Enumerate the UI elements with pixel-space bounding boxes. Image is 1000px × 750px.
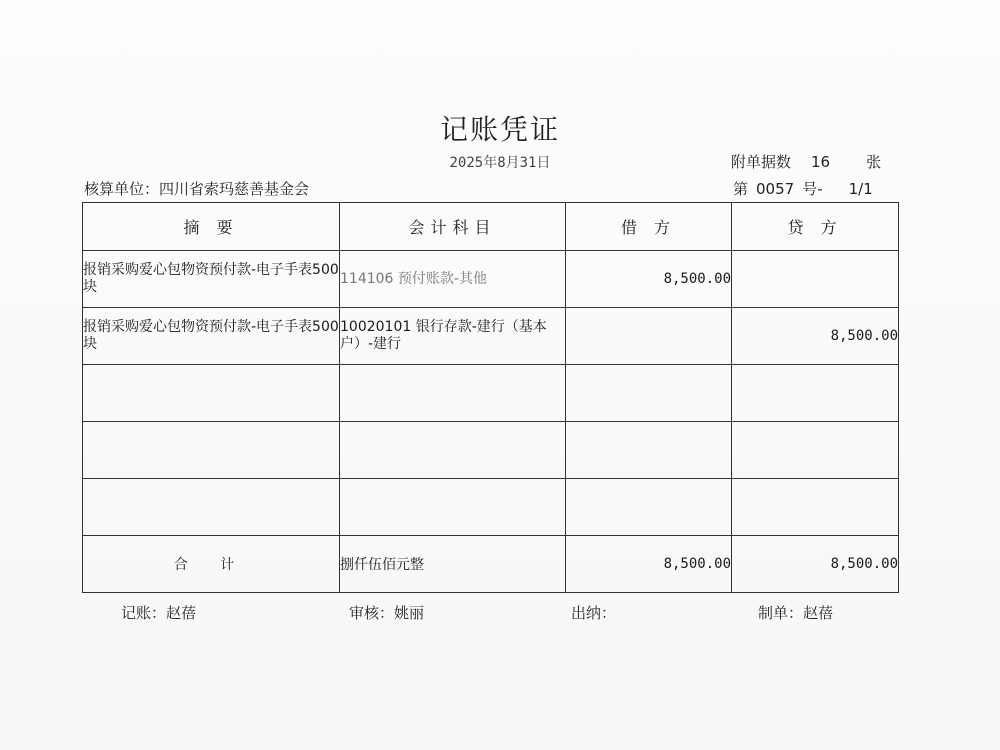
row-account: 10020101 银行存款-建行（基本户）-建行 (340, 308, 566, 365)
accounting-unit-value: 四川省索玛慈善基金会 (159, 180, 310, 198)
row-debit (566, 479, 732, 536)
total-debit: 8,500.00 (566, 536, 732, 593)
row-credit (732, 422, 899, 479)
attachment-label: 附单据数 (731, 153, 792, 171)
table-row (83, 365, 899, 422)
table-row (83, 422, 899, 479)
row-debit (566, 365, 732, 422)
signature-preparer: 制单：赵蓓 (758, 604, 834, 622)
signature-cashier: 出纳： (571, 604, 617, 622)
voucher-date: 2025年8月31日 (449, 155, 551, 171)
row-summary (83, 479, 340, 536)
row-credit: 8,500.00 (732, 308, 899, 365)
row-account (340, 422, 566, 479)
accounting-unit (84, 178, 309, 199)
row-debit: 8,500.00 (566, 251, 732, 308)
row-credit (732, 365, 899, 422)
attachment-number: 16 (811, 153, 831, 171)
row-credit (732, 479, 899, 536)
attachment-unit: 张 (866, 153, 882, 171)
voucher-number (733, 178, 873, 199)
accounting-unit-label: 核算单位： (84, 180, 160, 198)
row-debit (566, 422, 732, 479)
header-credit: 贷 方 (732, 203, 899, 251)
attachment-count (731, 151, 881, 172)
total-amount-words: 捌仟伍佰元整 (340, 536, 566, 593)
voucher-number-prefix: 第 (733, 180, 749, 198)
header-account: 会计科目 (340, 203, 566, 251)
header-summary: 摘 要 (83, 203, 340, 251)
table-row (83, 251, 899, 308)
table-row (83, 308, 899, 365)
voucher-title: 记账凭证 (439, 113, 560, 146)
table-row (83, 479, 899, 536)
row-debit (566, 308, 732, 365)
row-summary: 报销采购爱心包物资预付款-电子手表500块 (83, 251, 340, 308)
voucher-table (82, 202, 899, 593)
voucher-number-suffix: 号- (802, 180, 823, 198)
row-account (340, 365, 566, 422)
row-account: 114106 预付账款-其他 (340, 251, 566, 308)
voucher-number-value: 0057 (756, 180, 795, 198)
total-label: 合 计 (83, 536, 340, 593)
row-summary (83, 365, 340, 422)
row-account (340, 479, 566, 536)
row-summary: 报销采购爱心包物资预付款-电子手表500块 (83, 308, 340, 365)
row-credit (732, 251, 899, 308)
total-credit: 8,500.00 (732, 536, 899, 593)
voucher-page: 1/1 (848, 180, 873, 198)
row-summary (83, 422, 340, 479)
signature-bookkeeper: 记账：赵蓓 (121, 604, 197, 622)
signature-auditor: 审核：姚丽 (349, 604, 425, 622)
total-row (83, 536, 899, 593)
header-debit: 借 方 (566, 203, 732, 251)
table-header-row (83, 203, 899, 251)
